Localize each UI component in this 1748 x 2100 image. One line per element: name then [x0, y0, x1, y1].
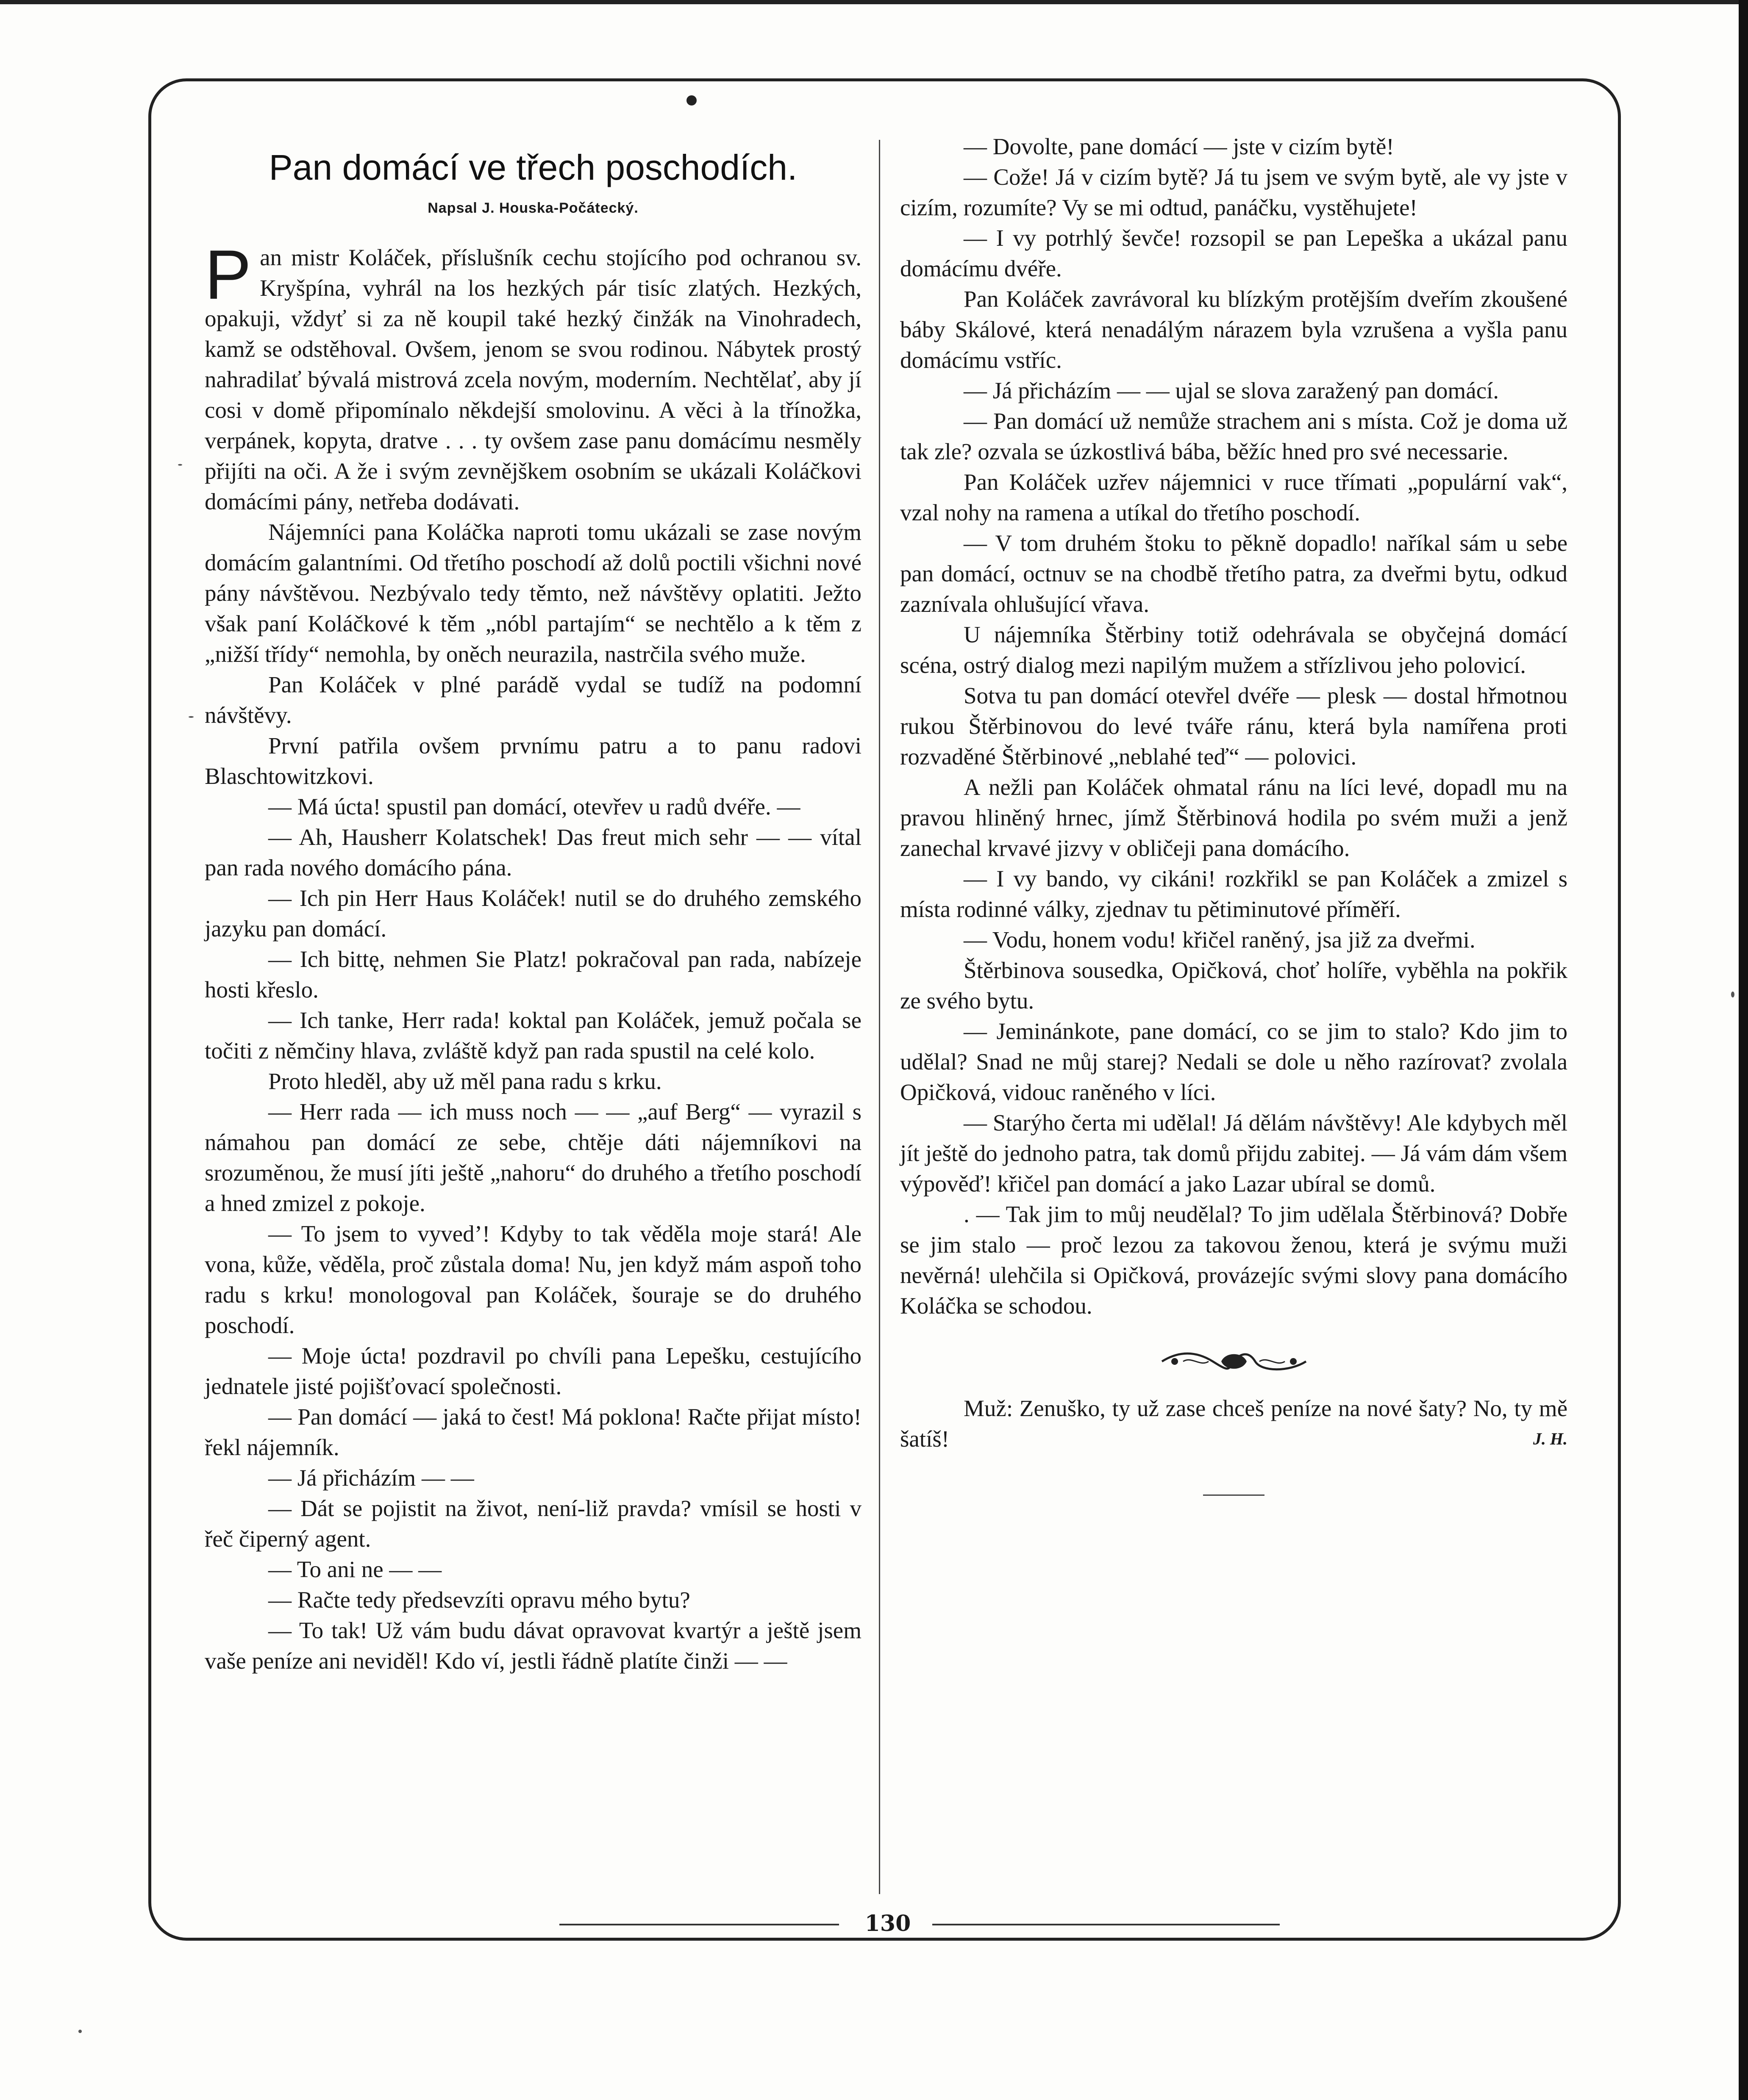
joke-initials: J. H.: [1533, 1429, 1567, 1448]
paragraph: — Pan domácí už nemůže strachem ani s místa. Což je doma už tak zle? ozvala se úzkostlivá bába, běžíc hned pro své necessarie.: [900, 408, 1567, 464]
paragraph: — Dovolte, pane domácí — jste v cizím bytě!: [964, 133, 1394, 159]
paragraph: — V tom druhém štoku to pěkně dopadlo! naříkal sám u sebe pan domácí, octnuv se na chodbě třetího patra, za dveřmi bytu, odkud zaznívala ohlušující vřava.: [900, 530, 1567, 617]
paragraph: Proto hleděl, aby už měl pana radu s krku.: [268, 1068, 662, 1094]
paragraph: — Ah, Hausherr Kolatschek! Das freut mich sehr — — vítal pan rada nového domácího pána.: [205, 824, 861, 881]
joke-paragraph: [900, 1393, 1567, 1454]
paragraph: — Já přicházím — —: [268, 1465, 474, 1491]
paragraph: — Má úcta! spustil pan domácí, otevřev u radů dvéře. —: [268, 794, 800, 819]
scan-top-edge: [0, 0, 1748, 4]
paragraph: — Herr rada — ich muss noch — — „auf Berg“ — vyrazil s námahou pan domácí ze sebe, chtěje dáti nájemníkovi na srozuměnou, že musí jíti ještě „nahoru“ do druhého a třetího poschodí a hned zmizel z pokoje.: [205, 1099, 861, 1216]
paragraph: — To tak! Už vám budu dávat opravovat kvartýr a ještě jsem vaše peníze ani neviděl! Kdo ví, jestli řádně platíte činži — —: [205, 1617, 861, 1674]
paragraph: Pan Koláček zavrávoral ku blízkým protějším dveřím zkoušené báby Skálové, která nenadálým nárazem byla vzrušena a vyšla panu domácímu vstříc.: [900, 286, 1567, 373]
paragraph: — I vy potrhlý ševče! rozsopil se pan Lepeška a ukázal panu domácímu dvéře.: [900, 225, 1567, 281]
paragraph: — Starýho čerta mi udělal! Já dělám návštěvy! Ale kdybych měl jít ještě do jednoho patra, tak domů přijdu zabitej. — Já vám dám všem výpověď! křičel pan domácí a jako Lazar ubíral se domů.: [900, 1110, 1567, 1197]
paragraph: U nájemníka Štěrbiny totiž odehrávala se obyčejná domácí scéna, ostrý dialog mezi napilým mužem a střízlivou jeho polovicí.: [900, 622, 1567, 678]
drop-cap: P: [205, 236, 252, 314]
joke-text: Muž: Zenuško, ty už zase chceš peníze na nové šaty? No, ty mě šatíš!: [900, 1395, 1567, 1452]
paragraph: Pan Koláček uzřev nájemnici v ruce třímati „populární vak“, vzal nohy na ramena a utíkal do třetího poschodí.: [900, 469, 1567, 525]
paragraph: — I vy bando, vy cikáni! rozkřikl se pan Koláček a zmizel s místa rodinné války, zjednav tu pětiminutové příměří.: [900, 866, 1567, 922]
left-column: [205, 144, 861, 1676]
page-number: 130: [864, 1911, 911, 1936]
paragraph: — Ich pin Herr Haus Koláček! nutil se do druhého zemského jazyku pan domácí.: [205, 885, 861, 942]
footer-rule-left: [559, 1924, 839, 1925]
first-paragraph-text: an mistr Koláček, příslušník cechu stojícího pod ochranou sv. Kryšpína, vyhrál na los hezkých pár tisíc zlatých. Hezkých, opakuji, vždyť si za ně koupil také hezký činžák na Vinohradech, kamž se odstěhoval. Ovšem, jenom se svou rodinou. Nábytek prostý nahradilať bývalá mistrová zcela novým, moderním. Nechtělať, aby jí cosi v domě připomínalo někdejší smolovinu. A věci à la třínožka, verpánek, kopyta, dratve . . . ty ovšem zase panu domácímu nesměly přijíti na oči. A že i svým zevnějškem osobním se ukázali Koláčkovi domácími pány, netřeba dodávati.: [205, 244, 861, 514]
paragraph: — Dát se pojistit na život, není-liž pravda? vmísil se hosti v řeč čiperný agent.: [205, 1495, 861, 1552]
paragraph: A nežli pan Koláček ohmatal ránu na líci levé, dopadl mu na pravou hliněný hrnec, jímž Štěrbinová hodila po svém muži a jenž zanechal krvavé jizvy v obličeji pana domácího.: [900, 774, 1567, 861]
paragraph: Pan Koláček v plné parádě vydal se tudíž na podomní návštěvy.: [205, 672, 861, 728]
first-paragraph: [205, 236, 861, 517]
scan-speck: [1731, 992, 1734, 997]
paragraph: — To jsem to vyved’! Kdyby to tak věděla moje stará! Ale vona, kůže, věděla, proč zůstala doma! Nu, jen když mám aspoň toho radu s krku! monologoval pan Koláček, šouraje se do druhého poschodí.: [205, 1221, 861, 1338]
footer-rule-right: [932, 1924, 1280, 1925]
paragraph: — Já přicházím — — ujal se slova zaražený pan domácí.: [964, 378, 1499, 403]
paragraph: — Cože! Já v cizím bytě? Já tu jsem ve svým bytě, ale vy jste v cizím, rozumíte? Vy se mi odtud, panáčku, vystěhujete!: [900, 164, 1567, 220]
paragraph: — Pan domácí — jaká to čest! Má poklona! Račte přijat místo! řekl nájemník.: [205, 1404, 861, 1460]
ornament-flourish-icon: [1158, 1347, 1310, 1376]
article-byline: Napsal J. Houska-Počátecký.: [428, 200, 639, 216]
paragraph: — Vodu, honem vodu! křičel raněný, jsa již za dveřmi.: [964, 927, 1476, 953]
paragraph: — Račte tedy předsevzíti opravu mého bytu?: [268, 1587, 690, 1613]
paragraph: Sotva tu pan domácí otevřel dvéře — plesk — dostal hřmotnou rukou Štěrbinovou do levé tváře ránu, která byla namířena proti rozvaděné Štěrbinové „neblahé teď“ — polovici.: [900, 683, 1567, 769]
paragraph: První patřila ovšem prvnímu patru a to panu radovi Blaschtowitzkovi.: [205, 733, 861, 789]
paragraph: — Moje úcta! pozdravil po chvíli pana Lepešku, cestujícího jednatele jisté pojišťovací společnosti.: [205, 1343, 861, 1399]
paragraph: Štěrbinova sousedka, Opičková, choť holíře, vyběhla na pokřik ze svého bytu.: [900, 957, 1567, 1014]
scan-speck: [78, 2030, 82, 2033]
scan-speck: [178, 464, 182, 466]
paragraph: — To ani ne — —: [268, 1556, 442, 1582]
paragraph: — Ich bittę, nehmen Sie Platz! pokračoval pan rada, nabízeje hosti křeslo.: [205, 946, 861, 1003]
paragraph: — Ich tanke, Herr rada! koktal pan Koláček, jemuž počala se točiti z němčiny hlava, zvláště když pan rada spustil na celé kolo.: [205, 1007, 861, 1064]
right-column: [900, 131, 1567, 1496]
scan-speck: [189, 716, 194, 718]
paragraph: Nájemníci pana Koláčka naproti tomu ukázali se zase novým domácím galantními. Od třetího poschodí až dolů poctili všichni nové pány návštěvou. Nezbývalo tedy těmto, než návštěvy oplatiti. Ježto však paní Koláčkové k těm „nóbl partajím“ se nechtělo a k těm z „nižší třídy“ nemohla, by oněch neurazila, nastrčila svého muže.: [205, 519, 861, 667]
column-divider: [879, 140, 880, 1894]
paragraph: . — Tak jim to můj neudělal? To jim udělala Štěrbinová? Dobře se jim stalo — proč lezou za takovou ženou, která je svýmu muži nevěrná! ulehčila si Opičková, provázejíc svými slovy pana domácího Koláčka se schodou.: [900, 1201, 1567, 1319]
scan-right-edge: [1739, 0, 1748, 2100]
ornament-dot: [686, 95, 697, 106]
end-rule: [1203, 1494, 1264, 1496]
paragraph: — Jeminánkote, pane domácí, co se jim to stalo? Kdo jim to udělal? Snad ne můj starej? Nedali se dole u něho razírovat? zvolala Opičková, vidouc raněného v líci.: [900, 1018, 1567, 1105]
article-title: Pan domácí ve třech poschodích.: [269, 147, 798, 187]
